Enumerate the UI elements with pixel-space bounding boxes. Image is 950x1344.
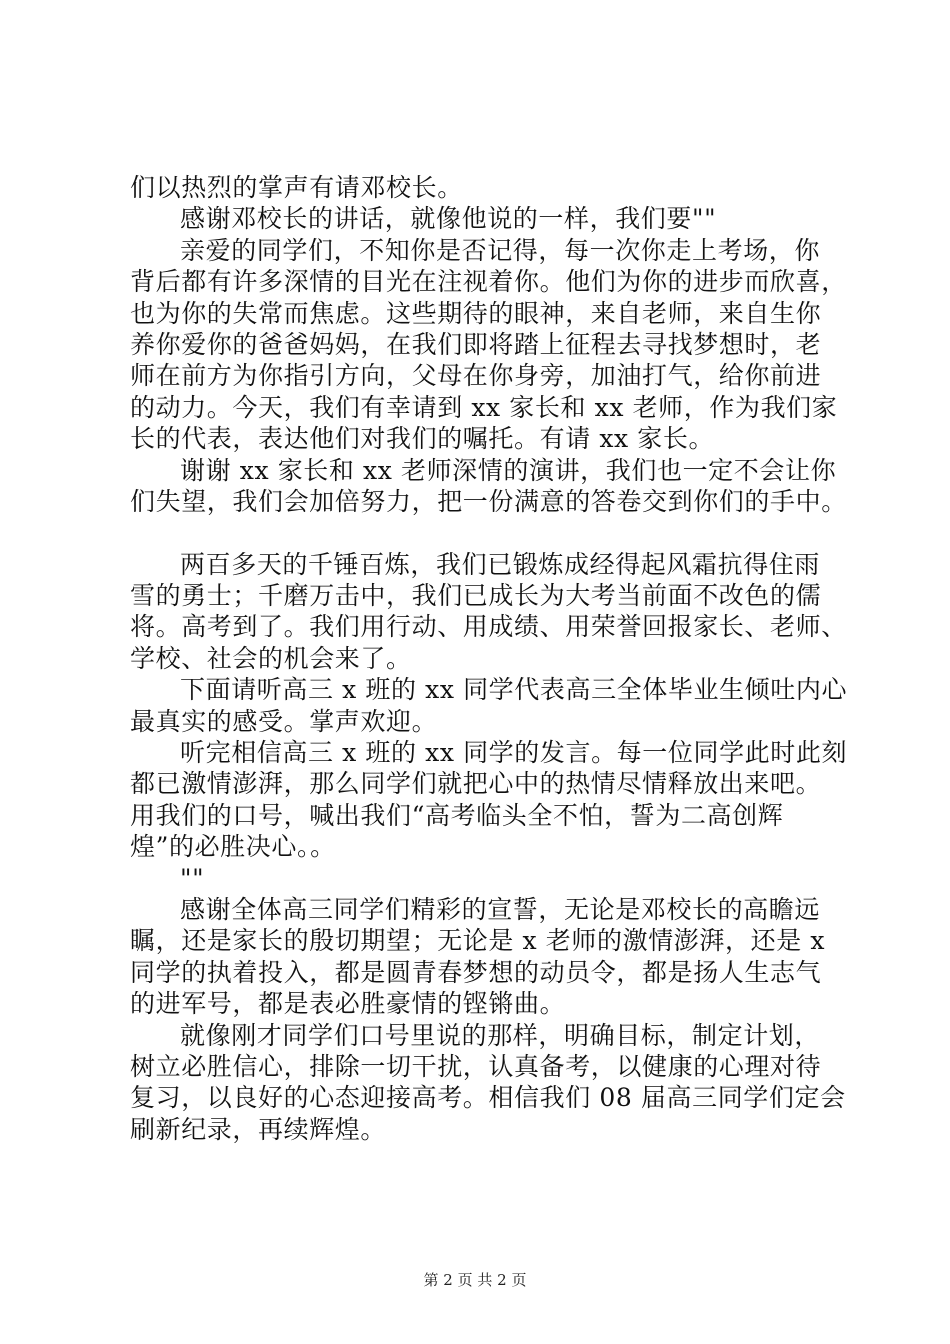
blank-line [130,517,830,548]
text-line: 瞩，还是家长的殷切期望；无论是 x 老师的激情澎湃，还是 x [130,926,826,956]
text-line: 就像刚才同学们口号里说的那样，明确目标，制定计划， [180,1020,821,1050]
text-line: 听完相信高三 x 班的 xx 同学的发言。每一位同学此时此刻 [180,738,848,768]
text-line: 养你爱你的爸爸妈妈，在我们即将踏上征程去寻找梦想时，老 [130,329,822,359]
text-line: 师在前方为你指引方向，父母在你身旁，加油打气，给你前进 [130,361,822,391]
text-line: 都已激情澎湃，那么同学们就把心中的热情尽情释放出来吧。 [130,769,822,799]
text-line: 复习，以良好的心态迎接高考。相信我们 08 届高三同学们定会 [130,1083,846,1113]
text-line: 也为你的失常而焦虑。这些期待的眼神，来自老师，来自生你 [130,298,822,328]
text-line: 们以热烈的掌声有请邓校长。 [130,173,463,202]
text-line: 感谢邓校长的讲话，就像他说的一样，我们要"" [180,204,717,234]
text-line: 长的代表，表达他们对我们的嘱托。有请 xx 家长。 [130,424,715,454]
text-line: 谢谢 xx 家长和 xx 老师深情的演讲，我们也一定不会让你 [180,455,837,485]
text-line: 的动力。今天，我们有幸请到 xx 家长和 xx 老师，作为我们家 [130,392,838,422]
text-line: 亲爱的同学们，不知你是否记得，每一次你走上考场，你 [180,235,821,265]
text-line: 背后都有许多深情的目光在注视着你。他们为你的进步而欣喜， [130,267,847,297]
text-line: 们失望，我们会加倍努力，把一份满意的答卷交到你们的手中。 [130,486,847,516]
text-line: 刷新纪录，再续辉煌。 [130,1114,387,1144]
text-line: 下面请听高三 x 班的 xx 同学代表高三全体毕业生倾吐内心 [180,675,848,705]
text-line: 用我们的口号，喊出我们“高考临头全不怕，誓为二高创辉 [130,800,784,830]
text-line: "" [180,863,205,893]
text-line: 两百多天的千锤百炼，我们已锻炼成经得起风霜抗得住雨 [180,549,821,579]
page-footer: 第 2 页 共 2 页 [423,1271,527,1289]
text-line: 的进军号，都是表必胜豪情的铿锵曲。 [130,989,566,1019]
text-line: 将。高考到了。我们用行动、用成绩、用荣誉回报家长、老师、 [130,612,847,642]
text-line: 雪的勇士；千磨万击中，我们已成长为大考当前面不改色的儒 [130,581,822,611]
text-line: 最真实的感受。掌声欢迎。 [130,706,438,736]
text-line: 煌”的必胜决心。。 [130,832,336,862]
text-line: 同学的执着投入，都是圆青春梦想的动员令，都是扬人生志气 [130,957,822,987]
text-line: 树立必胜信心，排除一切干扰，认真备考，以健康的心理对待 [130,1051,822,1081]
text-line: 学校、社会的机会来了。 [130,643,412,673]
document-body [130,172,848,1145]
text-line: 感谢全体高三同学们精彩的宣誓，无论是邓校长的高瞻远 [180,894,821,924]
